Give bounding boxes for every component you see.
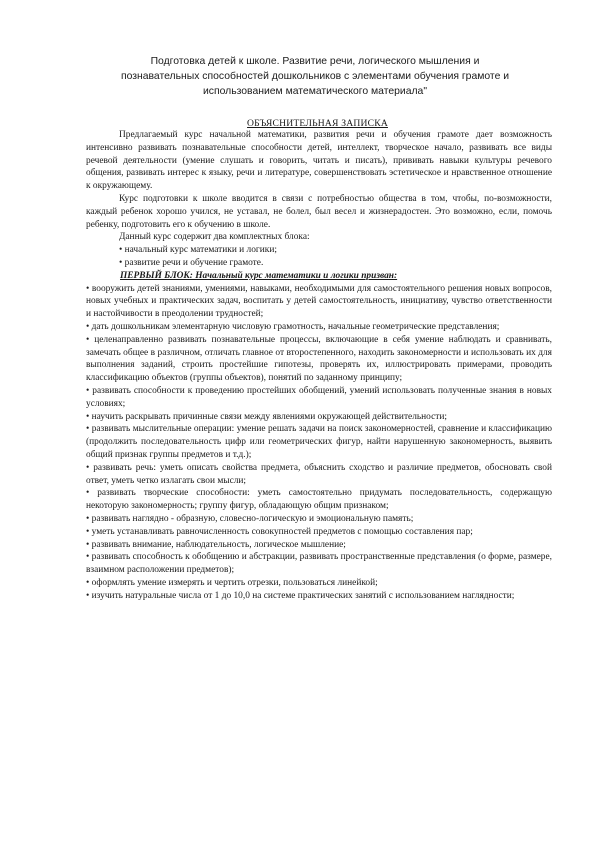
title-line: Подготовка детей к школе. Развитие речи, логического мышления и [150, 56, 480, 67]
first-block-list [86, 283, 552, 603]
paragraph: Курс подготовки к школе вводится в связи с потребностью общества в том, чтобы, по-возможности, каждый ребенок хорошо учился, не уставал, не болел, был весел и жизнерадостен. Это возможно, если, помочь ребенку, подготовить его к обучению в школе. [86, 193, 552, 230]
list-item: • развивать творческие способности: уметь самостоятельно придумать последовательность, содержащую некоторую закономерность; группу фигур, обладающую общим признаком; [86, 488, 552, 512]
list-item: • развивать наглядно - образную, словесно-логическую и эмоциональную память; [86, 513, 414, 524]
title-line: познавательных способностей дошкольников с элементами обучения грамоте и [120, 71, 510, 82]
blocks-list [86, 244, 552, 270]
title-line: использованием математического материала" [202, 86, 428, 97]
list-item: • начальный курс математики и логики; [119, 245, 277, 256]
list-item: • развивать способности к проведению простейших обобщений, умений использовать полученные знания в новых условиях; [86, 385, 552, 409]
paragraph: Предлагаемый курс начальной математики, развития речи и обучения грамоте дает возможность интенсивно развивать познавательные способности детей, интеллект, творческое начало, развивать все виды речевой деятельности (умение слушать и говорить, читать и писать), прививать навыки культуры речевого общения, развивать интерес к языку, речи и литературе, совершенствовать эстетическое и нравственное отношение к окружающему. [86, 130, 552, 192]
paragraph: Данный курс содержит два комплектных блока: [119, 232, 310, 243]
list-item: • развивать способность к обобщению и абстракции, развивать пространственные представления (о форме, размере, взаимном расположении предметов); [86, 552, 552, 576]
list-item: • развитие речи и обучение грамоте. [119, 257, 264, 268]
list-item: • дать дошкольникам элементарную числовую грамотность, начальные геометрические представления; [86, 321, 500, 332]
first-block-heading: ПЕРВЫЙ БЛОК: Начальный курс математики и логики призван: [120, 270, 398, 281]
list-item: • развивать мыслительные операции: умение решать задачи на поиск закономерностей, сравнение и классификацию (продолжить последовательность цифр или геометрических фигур, найти нарушенную закономерность, выявить общий признак группы предметов и т.д.); [86, 424, 552, 460]
list-item: • уметь устанавливать равночисленность совокупностей предметов с помощью составления пар; [86, 526, 473, 537]
list-item: • оформлять умение измерять и чертить отрезки, пользоваться линейкой; [86, 577, 378, 588]
list-item: • развивать речь: уметь описать свойства предмета, объяснить сходство и различие предметов, обосновать свой ответ, уметь четко излагать свои мысли; [86, 462, 552, 486]
document-title [80, 54, 550, 99]
list-item: • вооружить детей знаниями, умениями, навыками, необходимыми для самостоятельного решения новых вопросов, новых учебных и практических задач, воспитать у детей самостоятельность, инициативу, чувство ответственности и настойчивости в преодолении трудностей; [86, 283, 552, 320]
list-item: • целенаправленно развивать познавательные процессы, включающие в себя умение наблюдать и сравнивать, замечать общее в различном, отличать главное от второстепенного, находить закономерности и использовать их для выполнения заданий, строить простейшие гипотезы, проверять их, иллюстрировать примерами, проводить классификацию объектов (группы объектов), понятий по заданному принципу; [86, 334, 552, 384]
list-item: • научить раскрывать причинные связи между явлениями окружающей действительности; [86, 411, 447, 422]
section-heading: ОБЪЯСНИТЕЛЬНАЯ ЗАПИСКА [247, 118, 388, 129]
document-body [86, 129, 552, 602]
list-item: • изучить натуральные числа от 1 до 10,0 на системе практических занятий с использованием наглядности; [86, 590, 515, 601]
list-item: • развивать внимание, наблюдательность, логическое мышление; [86, 539, 346, 550]
